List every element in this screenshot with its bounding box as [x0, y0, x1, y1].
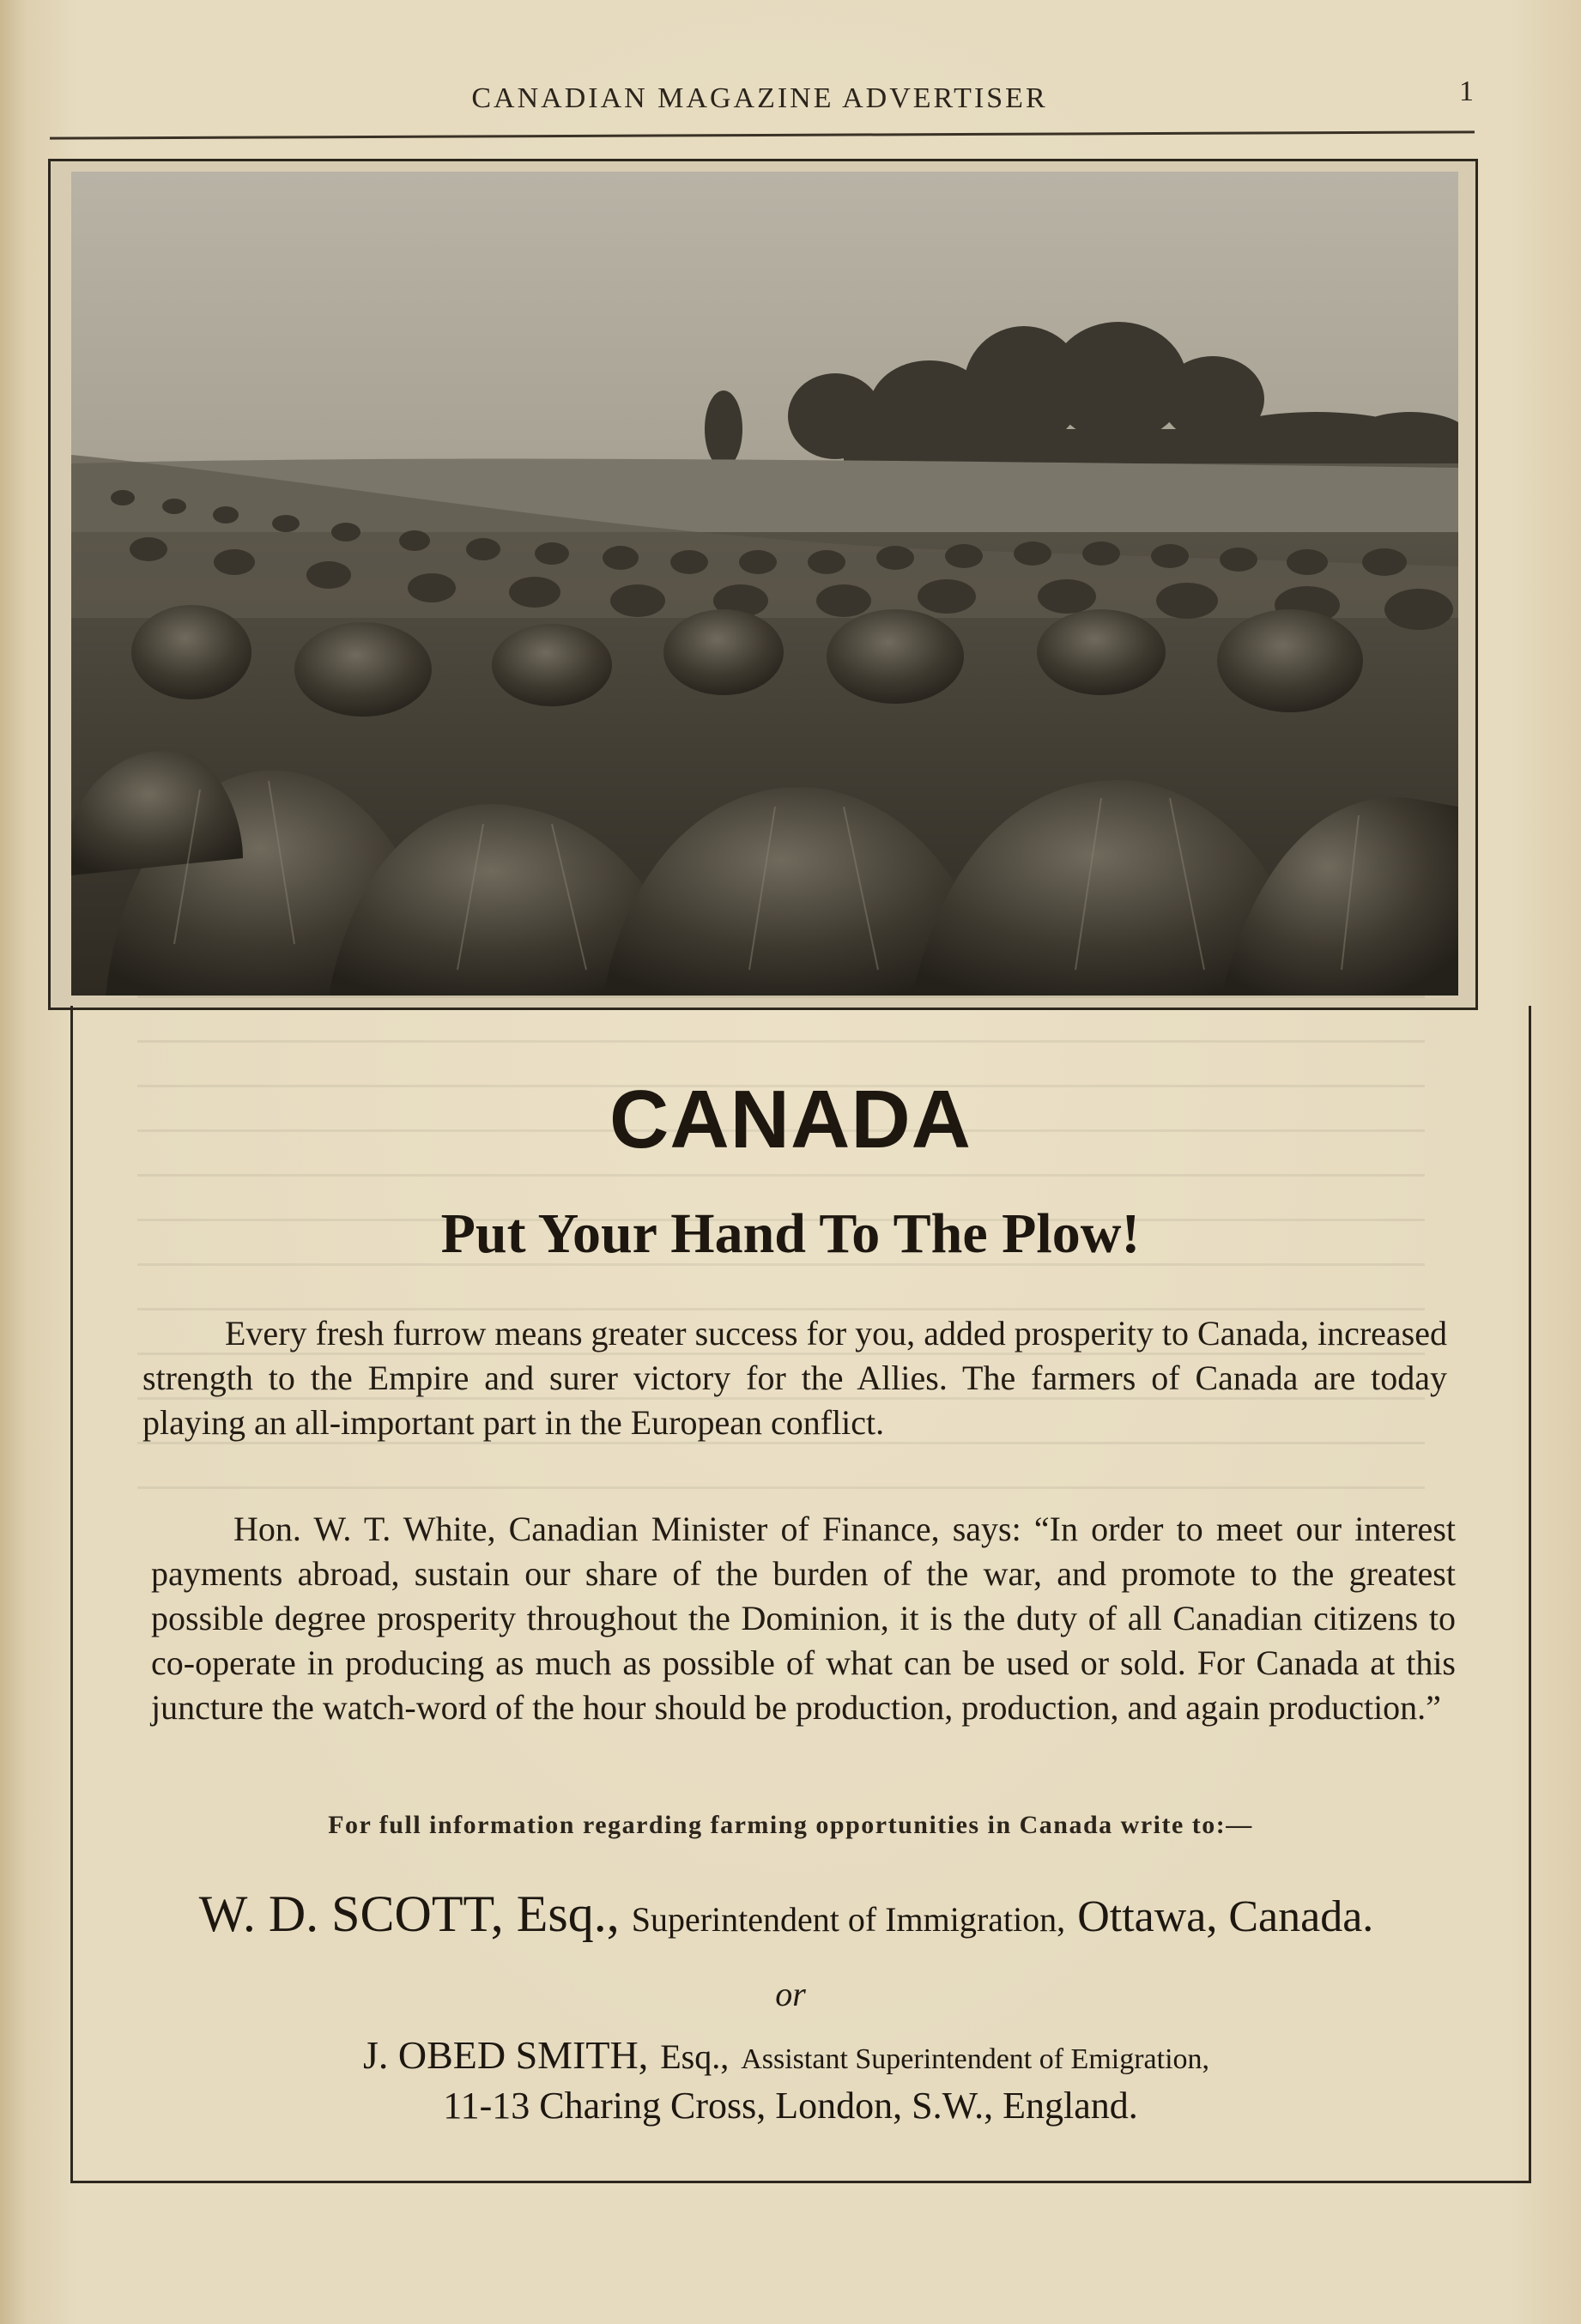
info-line: For full information regarding farming opportunities in Canada write to:—: [328, 1811, 1253, 1839]
contact-scott-title: Superintendent of Immigration,: [631, 1900, 1066, 1939]
contact-scott-name: W. D. SCOTT, Esq.,: [198, 1885, 620, 1942]
contact-smith-address: 11-13 Charing Cross, London, S.W., England.: [443, 2085, 1138, 2127]
paragraph-minister-quote: Hon. W. T. White, Canadian Minister of Finance, says: “In order to meet our interest payments abroad, sustain our share of the burden of the war, and promote to the greatest possible degree prosperity throughout the Dominion, it is the duty of all Canadian citizens to co-operate in producing as much as possible of what can be used or sold. For Canada at this juncture the watch-word of the hour should be production, production, and again production.”: [151, 1510, 1456, 1727]
contact-smith-title: Assistant Superintendent of Emigration,: [741, 2043, 1210, 2075]
ad-subheadline: Put Your Hand To The Plow!: [440, 1202, 1141, 1265]
page-number: 1: [1459, 76, 1474, 107]
ad-headline: CANADA: [609, 1074, 972, 1165]
or-separator: or: [775, 1975, 806, 2013]
contact-scott-location: Ottawa, Canada.: [1077, 1892, 1374, 1941]
field-photo: [71, 172, 1458, 996]
paragraph-farmers: Every fresh furrow means greater success for you, added prosperity to Canada, increased strength to the Empire and surer victory for the Allies. The farmers of Canada are today playing an all-important part in the European conflict.: [142, 1314, 1447, 1442]
contact-smith: [0, 2032, 1581, 2078]
contact-scott: [0, 1885, 1581, 1944]
contact-smith-name: J. OBED SMITH,: [362, 2033, 649, 2077]
running-title: CANADIAN MAGAZINE ADVERTISER: [471, 82, 1048, 114]
photo-frame: [48, 159, 1478, 1010]
contact-smith-esq: Esq.,: [660, 2037, 730, 2076]
header-rule: [50, 130, 1475, 139]
